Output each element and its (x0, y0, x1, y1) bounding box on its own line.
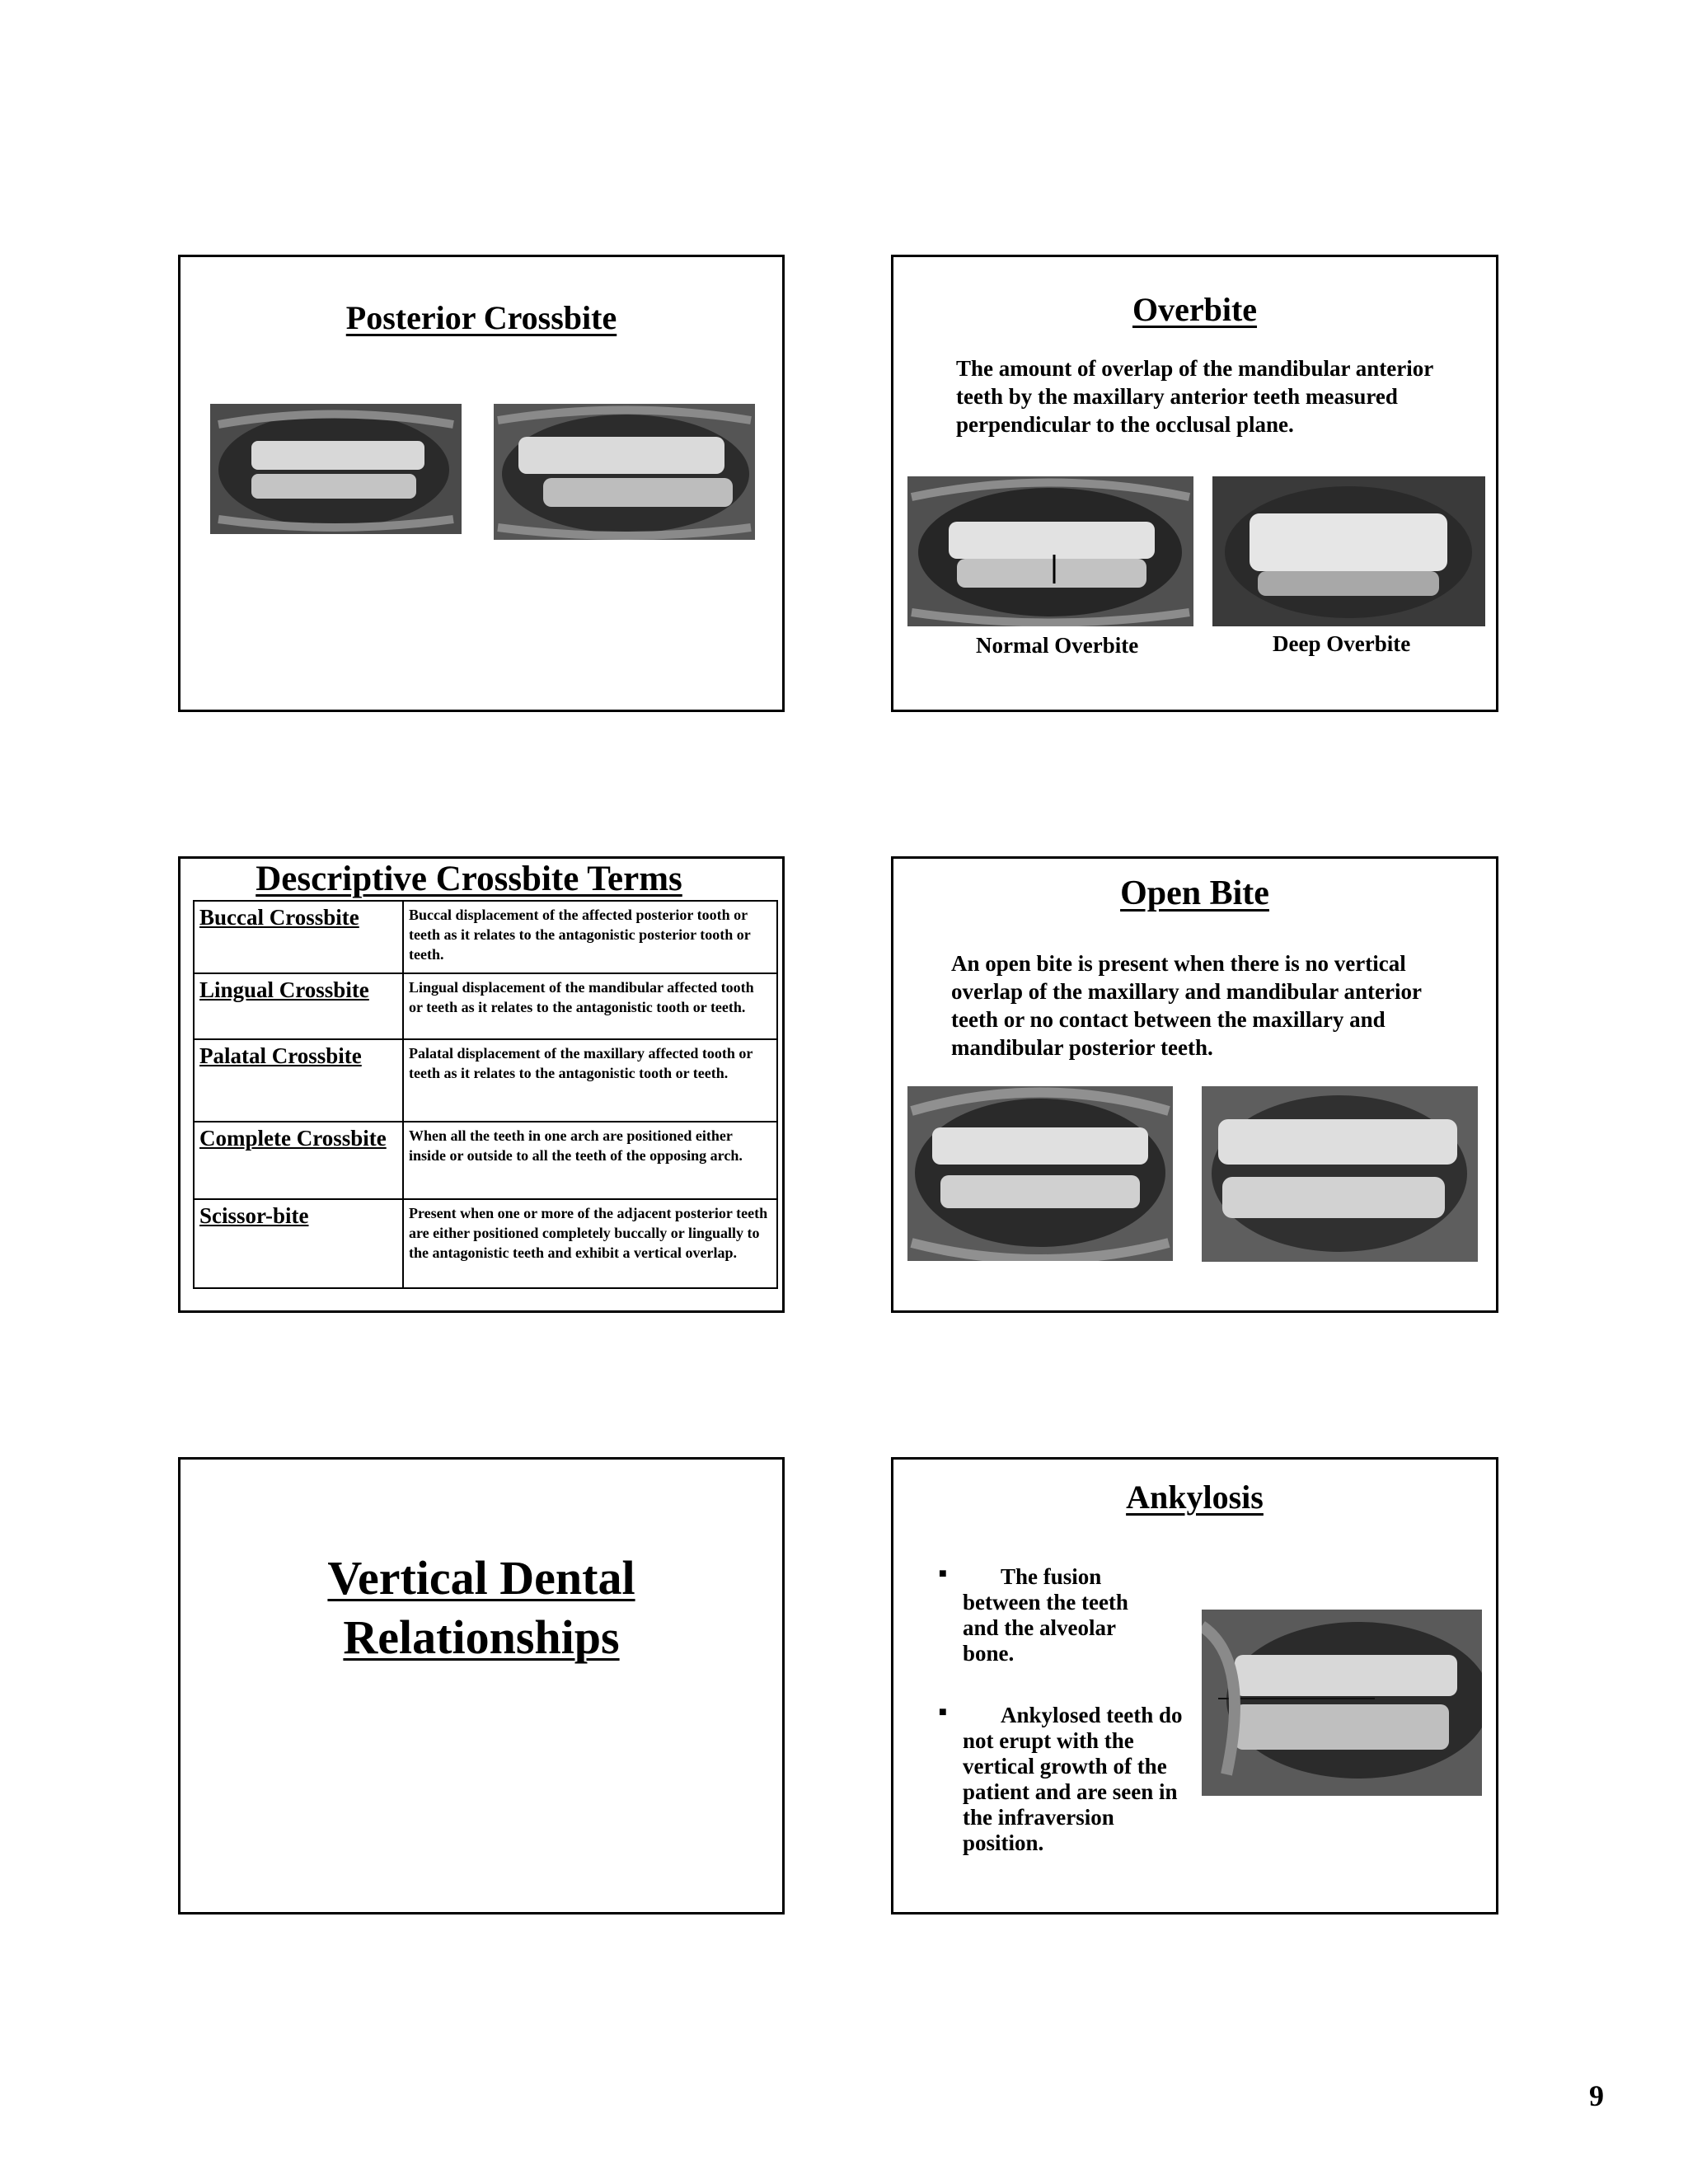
term-cell: Complete Crossbite (194, 1122, 403, 1199)
page-number: 9 (1589, 2079, 1604, 2112)
term-cell: Buccal Crossbite (194, 901, 403, 973)
slide-title-line-2: Relationships (343, 1610, 620, 1664)
slide-title: Ankylosis (1126, 1479, 1264, 1516)
open-bite-posterior-photo (1202, 1086, 1478, 1262)
ankylosis-photo (1202, 1610, 1482, 1796)
term-cell: Palatal Crossbite (194, 1039, 403, 1122)
slide-title: Overbite (1132, 291, 1258, 328)
bullet-marker: ■ (939, 1567, 947, 1581)
slide-title: Descriptive Crossbite Terms (256, 860, 682, 898)
slide-crossbite-terms (178, 856, 785, 1313)
crossbite-terms-table (193, 900, 778, 1289)
ankylosis-bullet-2: Ankylosed teeth do not erupt with the vertical growth of the patient and are seen in the infraversion position. (963, 1703, 1183, 1855)
normal-overbite-photo (907, 476, 1193, 626)
description-cell: When all the teeth in one arch are positioned either inside or outside to all the teeth of the opposing arch. (403, 1122, 777, 1199)
description-cell: Present when one or more of the adjacent posterior teeth are either positioned completely buccally or lingually to the antagonistic teeth and exhibit a vertical overlap. (403, 1199, 777, 1288)
normal-overbite-caption: Normal Overbite (976, 633, 1139, 658)
deep-overbite-photo (1212, 476, 1485, 626)
table-row (194, 1122, 777, 1199)
slide-title: Posterior Crossbite (345, 299, 617, 336)
deep-overbite-caption: Deep Overbite (1273, 631, 1411, 656)
ankylosis-bullet-1: The fusion between the teeth and the alveolar bone. (963, 1564, 1128, 1666)
slide-title-line-1: Vertical Dental (327, 1551, 635, 1605)
term-cell: Scissor-bite (194, 1199, 403, 1288)
bullet-marker: ■ (939, 1705, 947, 1719)
description-cell: Buccal displacement of the affected posterior tooth or teeth as it relates to the antagonistic posterior tooth or teeth. (403, 901, 777, 973)
open-bite-definition: An open bite is present when there is no vertical overlap of the maxillary and mandibular anterior teeth or no contact between the maxillary and mandibular posterior teeth. (951, 951, 1422, 1060)
table-row (194, 1199, 777, 1288)
slide-ankylosis (891, 1457, 1498, 1915)
overbite-definition: The amount of overlap of the mandibular anterior teeth by the maxillary anterior teeth measured perpendicular to the occlusal plane. (956, 356, 1433, 437)
slide-overbite (891, 255, 1498, 712)
slide-title: Open Bite (1120, 874, 1269, 912)
term-cell: Lingual Crossbite (194, 973, 403, 1039)
slide-open-bite (891, 856, 1498, 1313)
description-cell: Palatal displacement of the maxillary affected tooth or teeth as it relates to the antagonistic tooth or teeth. (403, 1039, 777, 1122)
posterior-crossbite-photo-1 (210, 404, 462, 534)
posterior-crossbite-photo-2 (494, 404, 755, 540)
slide-posterior-crossbite (178, 255, 785, 712)
table-row (194, 1039, 777, 1122)
table-row (194, 973, 777, 1039)
slide-vertical-dental-relationships (178, 1457, 785, 1915)
open-bite-anterior-photo (907, 1086, 1173, 1261)
table-row (194, 901, 777, 973)
description-cell: Lingual displacement of the mandibular affected tooth or teeth as it relates to the antagonistic tooth or teeth. (403, 973, 777, 1039)
